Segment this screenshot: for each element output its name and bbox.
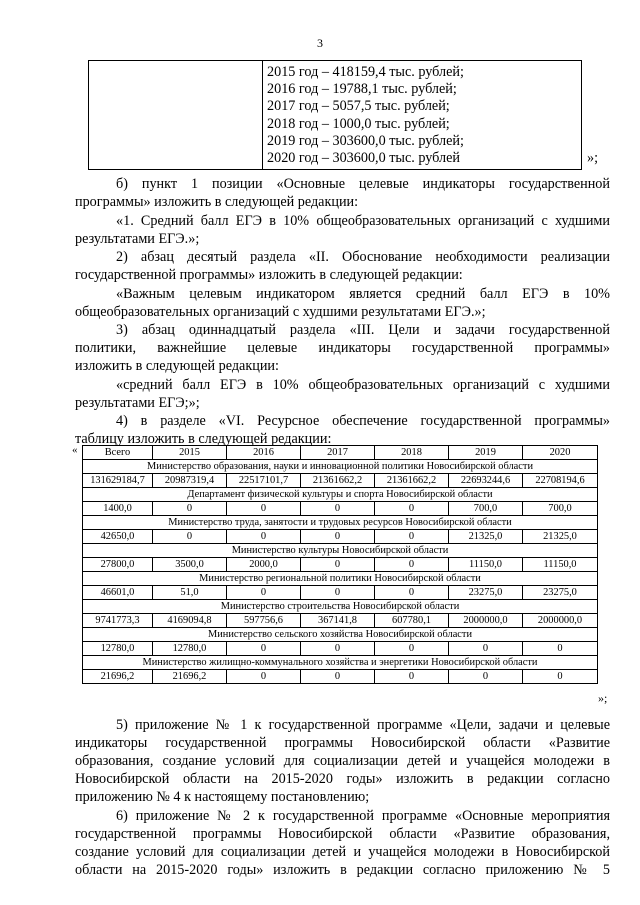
quote-3-line: «средний балл ЕГЭ в 10% общеобразовательных организаций с худшими: [116, 377, 610, 393]
value-cell: 0: [227, 642, 301, 656]
table-header-row: [83, 446, 598, 460]
value-cell: 0: [449, 642, 523, 656]
funding-box-divider: [262, 61, 263, 169]
funding-line: 2017 год – 5057,5 тыс. рублей;: [267, 98, 450, 115]
value-cell: 21361662,2: [375, 474, 449, 488]
paragraph-3-line: 3) абзац одиннадцатый раздела «III. Цели и задачи государственной: [116, 322, 610, 338]
value-cell: 21325,0: [523, 530, 598, 544]
value-cell: 0: [449, 670, 523, 684]
paragraph-3-line: политики, важнейшие целевые индикаторы государственной программы»: [75, 340, 610, 356]
funding-box: [88, 60, 582, 170]
value-cell: 2000000,0: [449, 614, 523, 628]
value-cell: 46601,0: [83, 586, 153, 600]
paragraph-5-line: приложению № 4 к настоящему постановлению;: [75, 789, 370, 805]
value-cell: 700,0: [449, 502, 523, 516]
section-title-row: [83, 600, 598, 614]
funding-line: 2019 год – 303600,0 тыс. рублей;: [267, 132, 464, 149]
header-cell: 2017: [301, 446, 375, 460]
paragraph-5-line: Новосибирской области на 2015-2020 годы» изложить в редакции согласно: [75, 771, 610, 787]
value-cell: 2000000,0: [523, 614, 598, 628]
section-title-row: [83, 488, 598, 502]
quote-3-line: результатами ЕГЭ;»;: [75, 395, 200, 411]
header-cell: 2019: [449, 446, 523, 460]
paragraph-6-line: создание условий для социализации детей и учащейся молодежи в Новосибирской: [75, 844, 610, 860]
value-cell: 23275,0: [523, 586, 598, 600]
value-cell: 0: [301, 530, 375, 544]
header-cell: 2020: [523, 446, 598, 460]
section-values-row: [83, 474, 598, 488]
value-cell: 0: [523, 642, 598, 656]
value-cell: 0: [301, 586, 375, 600]
value-cell: 4169094,8: [153, 614, 227, 628]
value-cell: 0: [153, 502, 227, 516]
paragraph-6-line: 6) приложение № 2 к государственной программе «Основные мероприятия: [116, 808, 610, 824]
value-cell: 0: [375, 586, 449, 600]
funding-line: 2016 год – 19788,1 тыс. рублей;: [267, 81, 457, 98]
value-cell: 51,0: [153, 586, 227, 600]
value-cell: 0: [375, 558, 449, 572]
value-cell: 0: [375, 530, 449, 544]
header-cell: 2015: [153, 446, 227, 460]
section-values-row: [83, 614, 598, 628]
value-cell: 11150,0: [523, 558, 598, 572]
value-cell: 12780,0: [83, 642, 153, 656]
paragraph-b-line: программы» изложить в следующей редакции:: [75, 194, 359, 210]
value-cell: 23275,0: [449, 586, 523, 600]
section-title-cell: Министерство жилищно-коммунального хозяйства и энергетики Новосибирской области: [83, 656, 598, 670]
value-cell: 2000,0: [227, 558, 301, 572]
section-title-row: [83, 460, 598, 474]
quote-1-line: «1. Средний балл ЕГЭ в 10% общеобразовательных организаций с худшими: [116, 213, 610, 229]
table-open-quote: «: [72, 444, 78, 456]
section-title-cell: Министерство труда, занятости и трудовых ресурсов Новосибирской области: [83, 516, 598, 530]
value-cell: 0: [301, 642, 375, 656]
funding-line: 2015 год – 418159,4 тыс. рублей;: [267, 64, 464, 80]
value-cell: 3500,0: [153, 558, 227, 572]
table-close-quote: »;: [598, 691, 608, 705]
paragraph-4-line: таблицу изложить в следующей редакции:: [75, 431, 332, 447]
section-values-row: [83, 502, 598, 516]
section-title-row: [83, 628, 598, 642]
value-cell: 22517101,7: [227, 474, 301, 488]
section-values-row: [83, 642, 598, 656]
paragraph-5-line: индикаторы государственной программы Новосибирской области «Развитие: [75, 735, 610, 751]
funding-years-list: [267, 64, 464, 167]
value-cell: 21696,2: [153, 670, 227, 684]
section-title-row: [83, 516, 598, 530]
section-title-cell: Министерство образования, науки и инновационной политики Новосибирской области: [83, 460, 598, 474]
value-cell: 21325,0: [449, 530, 523, 544]
page-number: 3: [317, 36, 323, 50]
funding-line: 2018 год – 1000,0 тыс. рублей;: [267, 115, 450, 132]
finance-table-body: [83, 446, 598, 684]
section-title-cell: Министерство культуры Новосибирской области: [83, 544, 598, 558]
quote-1-line: результатами ЕГЭ.»;: [75, 231, 200, 247]
value-cell: 11150,0: [449, 558, 523, 572]
value-cell: 27800,0: [83, 558, 153, 572]
value-cell: 0: [375, 642, 449, 656]
paragraph-b-line: б) пункт 1 позиции «Основные целевые индикаторы государственной: [116, 176, 610, 192]
header-cell: Всего: [83, 446, 153, 460]
header-cell: 2016: [227, 446, 301, 460]
paragraph-6-line: государственной программы Новосибирской области «Развитие образования,: [75, 826, 610, 842]
section-title-row: [83, 656, 598, 670]
paragraph-2-line: государственной программы» изложить в следующей редакции:: [75, 267, 463, 283]
paragraph-5-line: 5) приложение № 1 к государственной программе «Цели, задачи и целевые: [116, 717, 610, 733]
value-cell: 22693244,6: [449, 474, 523, 488]
value-cell: 0: [523, 670, 598, 684]
value-cell: 42650,0: [83, 530, 153, 544]
value-cell: 1400,0: [83, 502, 153, 516]
value-cell: 367141,8: [301, 614, 375, 628]
funding-box-close-quote: »;: [587, 150, 599, 166]
value-cell: 22708194,6: [523, 474, 598, 488]
value-cell: 12780,0: [153, 642, 227, 656]
value-cell: 0: [375, 502, 449, 516]
section-values-row: [83, 558, 598, 572]
value-cell: 0: [227, 530, 301, 544]
value-cell: 0: [301, 670, 375, 684]
value-cell: 607780,1: [375, 614, 449, 628]
quote-2-line: общеобразовательных организаций с худшими результатами ЕГЭ.»;: [75, 304, 486, 320]
section-title-cell: Министерство строительства Новосибирской области: [83, 600, 598, 614]
value-cell: 21696,2: [83, 670, 153, 684]
section-values-row: [83, 530, 598, 544]
value-cell: 21361662,2: [301, 474, 375, 488]
paragraph-3-line: изложить в следующей редакции:: [75, 358, 279, 374]
value-cell: 0: [375, 670, 449, 684]
paragraph-5-line: образования, создание условий для социализации детей и учащейся молодежи в: [75, 753, 610, 769]
section-title-cell: Департамент физической культуры и спорта Новосибирской области: [83, 488, 598, 502]
value-cell: 700,0: [523, 502, 598, 516]
finance-table: [82, 445, 598, 684]
value-cell: 0: [301, 558, 375, 572]
funding-line: 2020 год – 303600,0 тыс. рублей: [267, 150, 460, 167]
paragraph-6-line: области на 2015-2020 годы» изложить в редакции согласно приложению № 5: [75, 862, 610, 878]
value-cell: 0: [227, 670, 301, 684]
paragraph-2-line: 2) абзац десятый раздела «II. Обоснование необходимости реализации: [116, 249, 610, 265]
value-cell: 131629184,7: [83, 474, 153, 488]
value-cell: 20987319,4: [153, 474, 227, 488]
section-values-row: [83, 670, 598, 684]
value-cell: 0: [153, 530, 227, 544]
value-cell: 0: [227, 586, 301, 600]
value-cell: 0: [227, 502, 301, 516]
section-title-cell: Министерство региональной политики Новосибирской области: [83, 572, 598, 586]
value-cell: 597756,6: [227, 614, 301, 628]
section-title-cell: Министерство сельского хозяйства Новосибирской области: [83, 628, 598, 642]
quote-2-line: «Важным целевым индикатором является средний балл ЕГЭ в 10%: [116, 286, 610, 302]
section-values-row: [83, 586, 598, 600]
section-title-row: [83, 572, 598, 586]
header-cell: 2018: [375, 446, 449, 460]
value-cell: 9741773,3: [83, 614, 153, 628]
paragraph-4-line: 4) в разделе «VI. Ресурсное обеспечение государственной программы»: [116, 413, 610, 429]
value-cell: 0: [301, 502, 375, 516]
section-title-row: [83, 544, 598, 558]
